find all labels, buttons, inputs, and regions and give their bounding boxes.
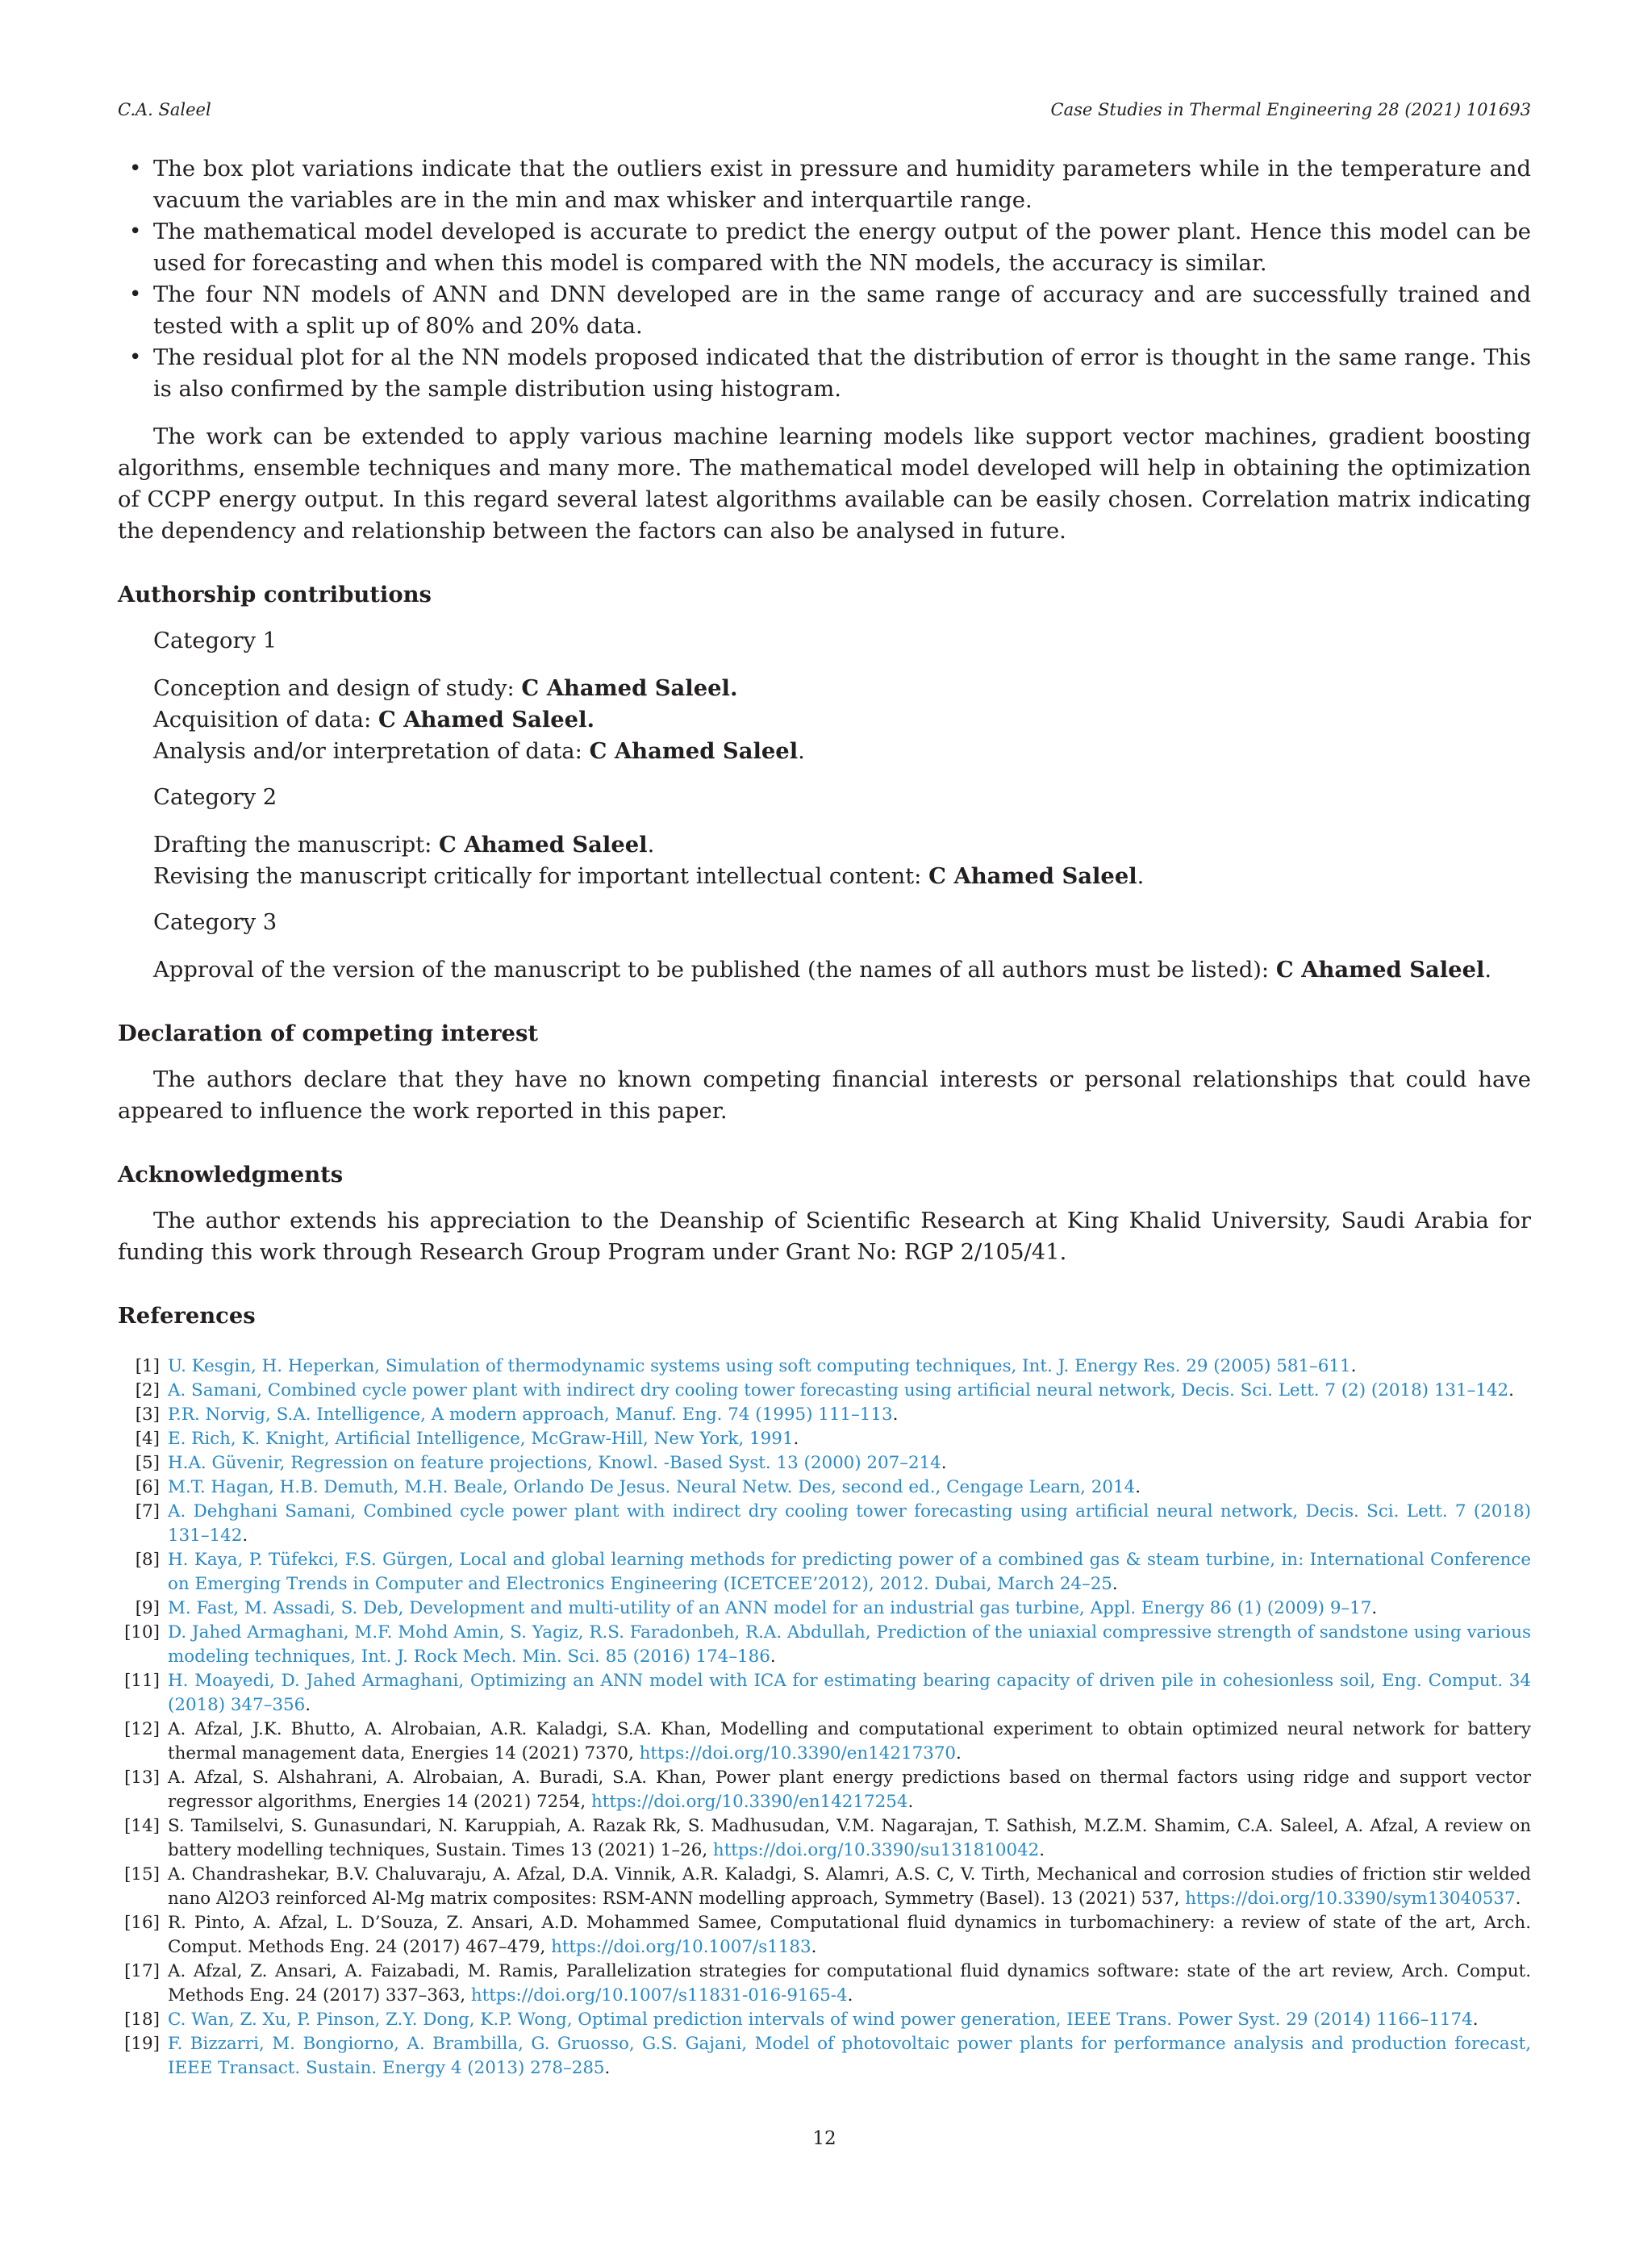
reference-link[interactable]: E. Rich, K. Knight, Artificial Intelligence, McGraw-Hill, New York, 1991 [168,1429,794,1449]
reference-item [118,1379,1531,1403]
reference-number: [9] [135,1598,160,1618]
reference-item [118,1476,1531,1500]
reference-link[interactable]: F. Bizzarri, M. Bongiorno, A. Brambilla, G. Gruosso, G.S. Gajani, Model of photovoltaic power plants for performance analysis and production forecast, IEEE Transact. Sustain. Energy 4 (2013) 278–285 [168,2034,1531,2078]
reference-text: R. Pinto, A. Afzal, L. D’Souza, Z. Ansari, A.D. Mohammed Samee, Computational fluid dynamics in turbomachinery: a review of state of the art, Arch. Comput. Methods Eng. 24 (2017) 467–479, [168,1913,1531,1957]
reference-text: A. Afzal, S. Alshahrani, A. Alrobaian, A. Buradi, S.A. Khan, Power plant energy predictions based on thermal factors using ridge and support vector regressor algorithms, Energies 14 (2021) 7254, [168,1768,1531,1812]
bullet-item: • The four NN models of ANN and DNN developed are in the same range of accuracy and are successfully trained and tested with a split up of 80% and 20% data. [118,279,1531,342]
reference-item [118,1597,1531,1621]
reference-link[interactable]: H.A. Güvenir, Regression on feature projections, Knowl. -Based Syst. 13 (2000) 207–214 [168,1453,941,1473]
reference-period: . [1371,1598,1378,1618]
acknowledgments-text: The author extends his appreciation to the Deanship of Scientific Research at King Khalid University, Saudi Arabia for funding this work through Research Group Program under Grant No: RGP 2/105/41. [118,1208,1531,1265]
category-lines [153,829,1531,892]
reference-item [118,1911,1531,1960]
reference-text: A. Afzal, J.K. Bhutto, A. Alrobaian, A.R. Kaladgi, S.A. Khan, Modelling and computational experiment to obtain optimized neural network for battery thermal management data, Energies 14 (2021) 7370, [168,1719,1531,1764]
contribution-line: Analysis and/or interpretation of data: C Ahamed Saleel. [153,738,805,764]
category-label: Category 1 [153,628,277,653]
running-head [118,100,1531,124]
reference-number: [13] [124,1768,160,1788]
reference-number: [15] [124,1864,160,1885]
reference-number: [4] [135,1429,160,1449]
reference-period: . [811,1937,817,1957]
reference-link[interactable]: D. Jahed Armaghani, M.F. Mohd Amin, S. Yagiz, R.S. Faradonbeh, R.A. Abdullah, Prediction of the uniaxial compressive strength of sandstone using various modeling techniques, Int. J. Rock Mech. Min. Sci. 85 (2016) 174–186 [168,1622,1531,1667]
reference-number: [8] [135,1550,160,1570]
reference-item [118,1621,1531,1669]
reference-number: [17] [124,1961,160,1981]
reference-text: A. Afzal, Z. Ansari, A. Faizabadi, M. Ramis, Parallelization strategies for computational fluid dynamics software: state of the art review, Arch. Comput. Methods Eng. 24 (2017) 337–363, [168,1961,1531,2006]
reference-number: [10] [124,1622,160,1642]
reference-period: . [604,2058,611,2078]
reference-period: . [1472,2010,1479,2030]
bullet-item: • The mathematical model developed is accurate to predict the energy output of the power plant. Hence this model can be used for forecasting and when this model is compared with the NN models, the accuracy is similar. [118,216,1531,279]
competing-interest-text: The authors declare that they have no known competing financial interests or personal relationships that could have appeared to influence the work reported in this paper. [118,1067,1531,1124]
reference-period: . [770,1647,776,1667]
category-label: Category 3 [153,910,277,935]
future-work-paragraph: The work can be extended to apply various machine learning models like support vector machines, gradient boosting algorithms, ensemble techniques and many more. The mathematical model developed will help in obtaining the optimization of CCPP energy output. In this regard several latest algorithms available can be easily chosen. Correlation matrix indicating the dependency and relationship between the factors can also be analysed in future. [118,424,1531,544]
reference-period: . [1515,1889,1521,1909]
category-label: Category 2 [153,785,277,810]
reference-item [118,1427,1531,1451]
reference-link[interactable]: P.R. Norvig, S.A. Intelligence, A modern approach, Manuf. Eng. 74 (1995) 111–113 [168,1405,893,1425]
reference-number: [12] [124,1719,160,1739]
reference-period: . [793,1429,799,1449]
reference-link[interactable]: M.T. Hagan, H.B. Demuth, M.H. Beale, Orlando De Jesus. Neural Netw. Des, second ed., Cengage Learn, 2014 [168,1477,1136,1497]
reference-number: [18] [124,2010,160,2030]
reference-number: [16] [124,1913,160,1933]
reference-number: [2] [135,1380,160,1400]
reference-number: [19] [124,2034,160,2054]
header-journal: Case Studies in Thermal Engineering 28 (2021) 101693 [1050,100,1531,119]
category-lines [153,673,1531,767]
contribution-line: Conception and design of study: C Ahamed Saleel. [153,675,738,701]
reference-item [118,1718,1531,1766]
authorship-category-2 [118,782,1531,892]
reference-item [118,1500,1531,1548]
references-heading: References [118,1303,256,1329]
doi-link[interactable]: https://doi.org/10.3390/en14217254 [591,1792,908,1812]
reference-number: [11] [124,1671,160,1691]
doi-link[interactable]: https://doi.org/10.3390/sym13040537 [1185,1889,1516,1909]
reference-item [118,1863,1531,1911]
reference-period: . [941,1453,947,1473]
page-number: 12 [812,2128,836,2149]
reference-item [118,1354,1531,1379]
contribution-line: Approval of the version of the manuscript to be published (the names of all authors must be listed): C Ahamed Saleel. [153,957,1492,983]
reference-item [118,2032,1531,2081]
reference-link[interactable]: H. Kaya, P. Tüfekci, F.S. Gürgen, Local and global learning methods for predicting power of a combined gas & steam turbine, in: International Conference on Emerging Trends in Computer and Electronics Engineering (ICETCEE’2012), 2012. Dubai, March 24–25 [168,1550,1531,1594]
reference-item [118,1766,1531,1814]
reference-period: . [1039,1840,1045,1860]
competing-interest-heading: Declaration of competing interest [118,1021,539,1046]
reference-item [118,1548,1531,1597]
reference-link[interactable]: A. Samani, Combined cycle power plant with indirect dry cooling tower forecasting using artificial neural network, Decis. Sci. Lett. 7 (2) (2018) 131–142 [168,1380,1509,1400]
contribution-line: Drafting the manuscript: C Ahamed Saleel. [153,832,655,858]
category-lines [153,954,1531,986]
reference-period: . [847,1985,853,2006]
acknowledgments-heading: Acknowledgments [118,1162,344,1188]
reference-period: . [892,1405,899,1425]
reference-number: [5] [135,1453,160,1473]
reference-number: [7] [135,1501,160,1521]
contribution-line: Acquisition of data: C Ahamed Saleel. [153,707,595,733]
reference-period: . [956,1743,962,1764]
doi-link[interactable]: https://doi.org/10.3390/en14217370 [639,1743,957,1764]
authorship-heading: Authorship contributions [118,582,432,607]
reference-number: [14] [124,1816,160,1836]
reference-item [118,2008,1531,2032]
reference-period: . [1350,1356,1357,1376]
reference-item [118,1403,1531,1427]
authorship-category-1 [118,625,1531,767]
reference-link[interactable]: U. Kesgin, H. Heperkan, Simulation of thermodynamic systems using soft computing techniques, Int. J. Energy Res. 29 (2005) 581–611 [168,1356,1351,1376]
conclusion-bullets [118,153,1531,405]
reference-link[interactable]: A. Dehghani Samani, Combined cycle power plant with indirect dry cooling tower forecasting using artificial neural network, Decis. Sci. Lett. 7 (2018) 131–142 [168,1501,1531,1546]
body-text [118,153,1531,2081]
reference-item [118,1814,1531,1863]
reference-number: [6] [135,1477,160,1497]
reference-list [118,1354,1531,2081]
doi-link[interactable]: https://doi.org/10.1007/s1183 [551,1937,811,1957]
reference-link[interactable]: H. Moayedi, D. Jahed Armaghani, Optimizing an ANN model with ICA for estimating bearing capacity of driven pile in cohesionless soil, Eng. Comput. 34 (2018) 347–356 [168,1671,1531,1715]
reference-period: . [242,1526,248,1546]
reference-item [118,1451,1531,1476]
reference-link[interactable]: M. Fast, M. Assadi, S. Deb, Development and multi-utility of an ANN model for an industrial gas turbine, Appl. Energy 86 (1) (2009) 9–17 [168,1598,1372,1618]
header-author: C.A. Saleel [118,100,211,119]
reference-text: A. Chandrashekar, B.V. Chaluvaraju, A. Afzal, D.A. Vinnik, A.R. Kaladgi, S. Alamri, A.S. C, V. Tirth, Mechanical and corrosion studies of friction stir welded nano Al2O3 reinforced Al-Mg matrix composites: RSM-ANN modelling approach, Symmetry (Basel). 13 (2021) 537, [168,1864,1531,1909]
reference-period: . [1112,1574,1118,1594]
doi-link[interactable]: https://doi.org/10.3390/su131810042 [712,1840,1040,1860]
reference-number: [1] [135,1356,160,1376]
reference-item [118,1960,1531,2008]
bullet-item: • The box plot variations indicate that the outliers exist in pressure and humidity parameters while in the temperature and vacuum the variables are in the min and max whisker and interquartile range. [118,153,1531,216]
reference-period: . [1135,1477,1141,1497]
reference-item [118,1669,1531,1718]
reference-period: . [1508,1380,1514,1400]
bullet-item: • The residual plot for al the NN models proposed indicated that the distribution of error is thought in the same range. This is also confirmed by the sample distribution using histogram. [118,342,1531,405]
reference-period: . [907,1792,914,1812]
reference-text: S. Tamilselvi, S. Gunasundari, N. Karuppiah, A. Razak Rk, S. Madhusudan, V.M. Nagarajan, T. Sathish, M.Z.M. Shamim, C.A. Saleel, A. Afzal, A review on battery modelling techniques, Sustain. Times 13 (2021) 1–26, [168,1816,1531,1860]
doi-link[interactable]: https://doi.org/10.1007/s11831-016-9165-4 [470,1985,848,2006]
authorship-category-3 [118,907,1531,986]
contribution-line: Revising the manuscript critically for important intellectual content: C Ahamed Saleel. [153,863,1145,889]
reference-number: [3] [135,1405,160,1425]
reference-period: . [305,1695,311,1715]
reference-link[interactable]: C. Wan, Z. Xu, P. Pinson, Z.Y. Dong, K.P. Wong, Optimal prediction intervals of wind power generation, IEEE Trans. Power Syst. 29 (2014) 1166–1174 [168,2010,1473,2030]
